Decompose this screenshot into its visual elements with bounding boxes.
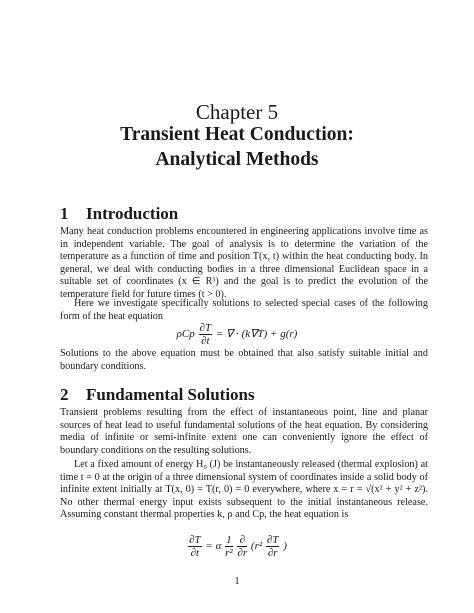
section-1-heading [60, 204, 178, 224]
heat-equation-frac-denominator: ∂t [201, 335, 210, 347]
section-2-number: 2 [60, 385, 69, 404]
page-number: 1 [234, 576, 240, 587]
radial-eq-alpha: = α [205, 540, 222, 553]
chapter-title-line1: Transient Heat Conduction: [120, 124, 354, 145]
radial-eq-frac3-denominator: ∂r [237, 547, 248, 559]
radial-eq-paren-close: ) [283, 540, 287, 553]
section-2-paragraph-1: Transient problems resulting from the effect of instantaneous point, line and planar sources of heat lead to useful fundamental solutions of the heat equation. By considering media of infinite or semi-infinite extent one can conveniently ignore the effect of boundary conditions on the resulting solutions. [60, 407, 428, 456]
section-1-paragraph-1: Many heat conduction problems encountered in engineering applications involve time as in independent variable. The goal of analysis is to determine the variation of the temperature as a function of time and position T(x, t) within the heat conducting body. In general, we deal with conducting bodies in a three dimensional Euclidean space in a suitable set of coordinates (x ∈ R³) and the goal is to predict the evolution of the temperature field for future times (t > 0). [60, 226, 428, 300]
chapter-title-line2: Analytical Methods [155, 149, 319, 170]
radial-eq-inverse-r-squared [225, 534, 233, 559]
radial-eq-frac2-numerator: 1 [226, 534, 232, 546]
radial-eq-frac3-numerator: ∂ [237, 534, 247, 547]
section-1-paragraph-3: Solutions to the above equation must be obtained that also satisfy suitable initial and boundary conditions. [60, 348, 428, 372]
section-1-number: 1 [60, 204, 69, 223]
radial-eq-inner-derivative [266, 534, 280, 559]
section-1-title: Introduction [86, 204, 179, 223]
radial-eq-time-derivative [188, 534, 202, 559]
radial-eq-frac1-denominator: ∂t [190, 547, 200, 559]
section-2-heading [60, 385, 255, 405]
heat-equation-lhs: ρCp [176, 328, 195, 341]
heat-equation [0, 322, 474, 347]
radial-eq-frac4-denominator: ∂r [267, 547, 278, 559]
radial-eq-frac1-numerator: ∂T [189, 534, 201, 546]
section-2-title: Fundamental Solutions [86, 385, 255, 404]
chapter-title [0, 122, 474, 172]
section-2-paragraph-2: Let a fixed amount of energy H₀ (J) be instantaneously released (thermal explosion) at time t = 0 at the origin of a three dimensional system of coordinates inside a solid body of infinite extent initially at T(x, 0) = T(r, 0) = 0 everywhere, where x = r = √(x² + y² + z²). No other thermal energy input exists subsequent to the initial instantaneous release. Assuming constant thermal properties k, ρ and Cp, the heat equation is [60, 459, 428, 521]
chapter-label: Chapter 5 [195, 100, 279, 124]
radial-eq-frac4-numerator: ∂T [266, 534, 279, 546]
radial-eq-partial-r [237, 534, 247, 559]
heat-equation-frac-numerator: ∂T [199, 322, 212, 334]
radial-eq-paren-open: (r² [250, 540, 263, 553]
section-1-paragraph-2: Here we investigate specifically solutions to selected special cases of the following form of the heat equation [60, 298, 428, 322]
radial-heat-equation [0, 534, 474, 559]
radial-eq-frac2-denominator: r² [225, 547, 233, 559]
heat-equation-rhs: = ∇ · (k∇T) + g(r) [215, 328, 298, 341]
heat-equation-time-derivative [199, 322, 213, 347]
